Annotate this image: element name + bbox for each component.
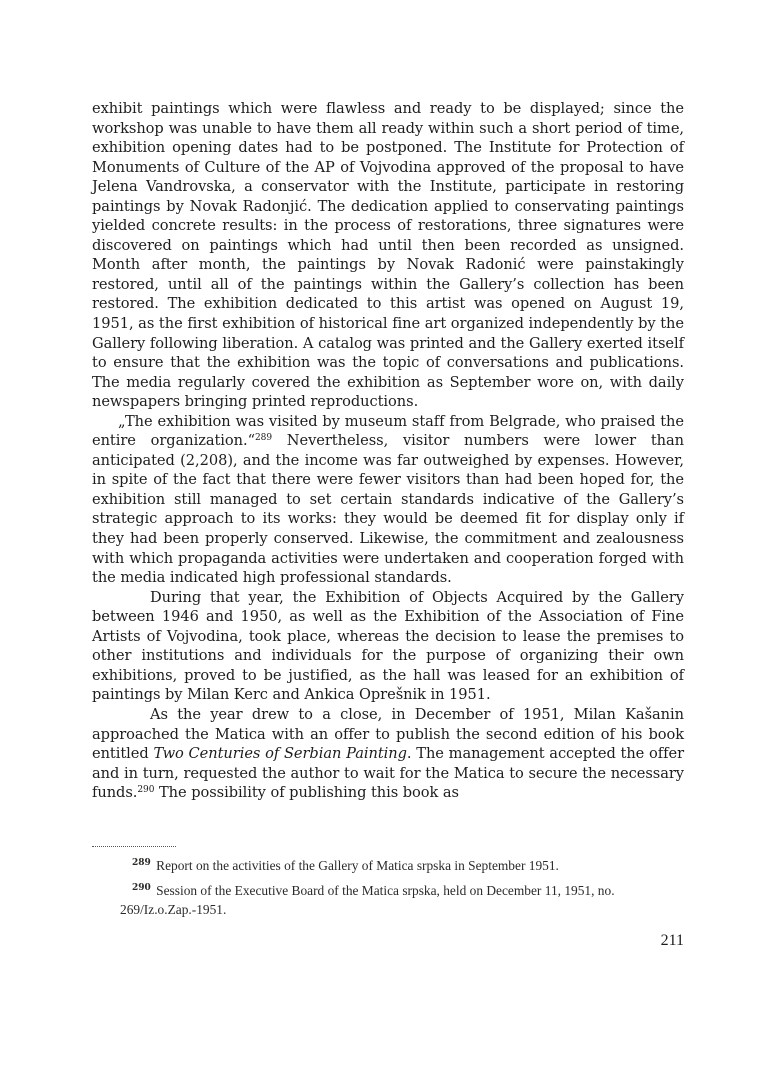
paragraph-4-mid: . The management accepted the offer and in turn, requested the author to wait for the Matica to secure the necessary funds. bbox=[92, 745, 684, 802]
footnote-ref-290[interactable]: 290 bbox=[137, 785, 155, 796]
footnote-number: 290 bbox=[132, 883, 151, 893]
footnote-ref-289[interactable]: 289 bbox=[255, 433, 273, 444]
page-number: 211 bbox=[660, 932, 684, 949]
paragraph-2 bbox=[92, 412, 684, 588]
book-title: Two Centuries of Serbian Painting bbox=[153, 745, 407, 763]
body-text bbox=[92, 99, 684, 803]
footnote-number: 289 bbox=[132, 858, 151, 868]
paragraph-4-start: As the year drew to a close, in December of 1951, Milan Kašanin approached the Matica with an offer to publish the second edition of his book entitled bbox=[92, 705, 684, 763]
paragraph-3: During that year, the Exhibition of Objects Acquired by the Gallery between 1946 and 1950, as well as the Exhibition of the Association of Fine Artists of Vojvodina, took place, whereas the decision to lease the premises to other institutions and individuals for the purpose of organizing their own exhibitions, proved to be justified, as the hall was leased for an exhibition of paintings by Milan Kerc and Ankica Oprešnik in 1951. bbox=[92, 588, 684, 704]
footnotes bbox=[92, 846, 684, 925]
paragraph-4 bbox=[92, 705, 684, 803]
footnote-289 bbox=[92, 856, 684, 875]
paragraph-2-quote: „The exhibition was visited by museum staff from Belgrade, who praised the entire organization.“ bbox=[92, 412, 684, 450]
footnote-separator bbox=[92, 846, 176, 847]
footnote-290 bbox=[92, 881, 684, 919]
footnote-text: Session of the Executive Board of the Matica srpska, held on December 11, 1951, no. 269/Iz.o.Zap.-1951. bbox=[120, 883, 615, 917]
paragraph-2-rest: Nevertheless, visitor numbers were lower than anticipated (2,208), and the income was far outweighed by expenses. However, in spite of the fact that there were fewer visitors than had been hoped for, the exhibition still managed to set certain standards indicative of the Gallery’s strategic approach to its works: they would be deemed fit for display only if they had been properly conserved. Likewise, the commitment and zealousness with which propaganda activities were undertaken and cooperation forged with the media indicated high professional standards. bbox=[92, 432, 684, 587]
paragraph-1: exhibit paintings which were flawless and ready to be displayed; since the workshop was unable to have them all ready within such a short period of time, exhibition opening dates had to be postponed. The Institute for Protection of Monuments of Culture of the AP of Vojvodina approved of the proposal to have Jelena Vandrovska, a conservator with the Institute, participate in restoring paintings by Novak Radonjić. The dedication applied to conservating paintings yielded concrete results: in the process of restorations, three signatures were discovered on paintings which had until then been recorded as unsigned. Month after month, the paintings by Novak Radonić were painstakingly restored, until all of the paintings within the Gallery’s collection has been restored. The exhibition dedicated to this artist was opened on August 19, 1951, as the first exhibition of historical fine art organized independently by the Gallery following liberation. A catalog was printed and the Gallery exerted itself to ensure that the exhibition was the topic of conversations and publications. The media regularly covered the exhibition as September wore on, with daily newspapers bringing printed reproductions. bbox=[92, 100, 684, 411]
paragraph-4-end: The possibility of publishing this book as bbox=[154, 784, 459, 802]
footnote-text: Report on the activities of the Gallery of Matica srpska in September 1951. bbox=[156, 858, 559, 873]
